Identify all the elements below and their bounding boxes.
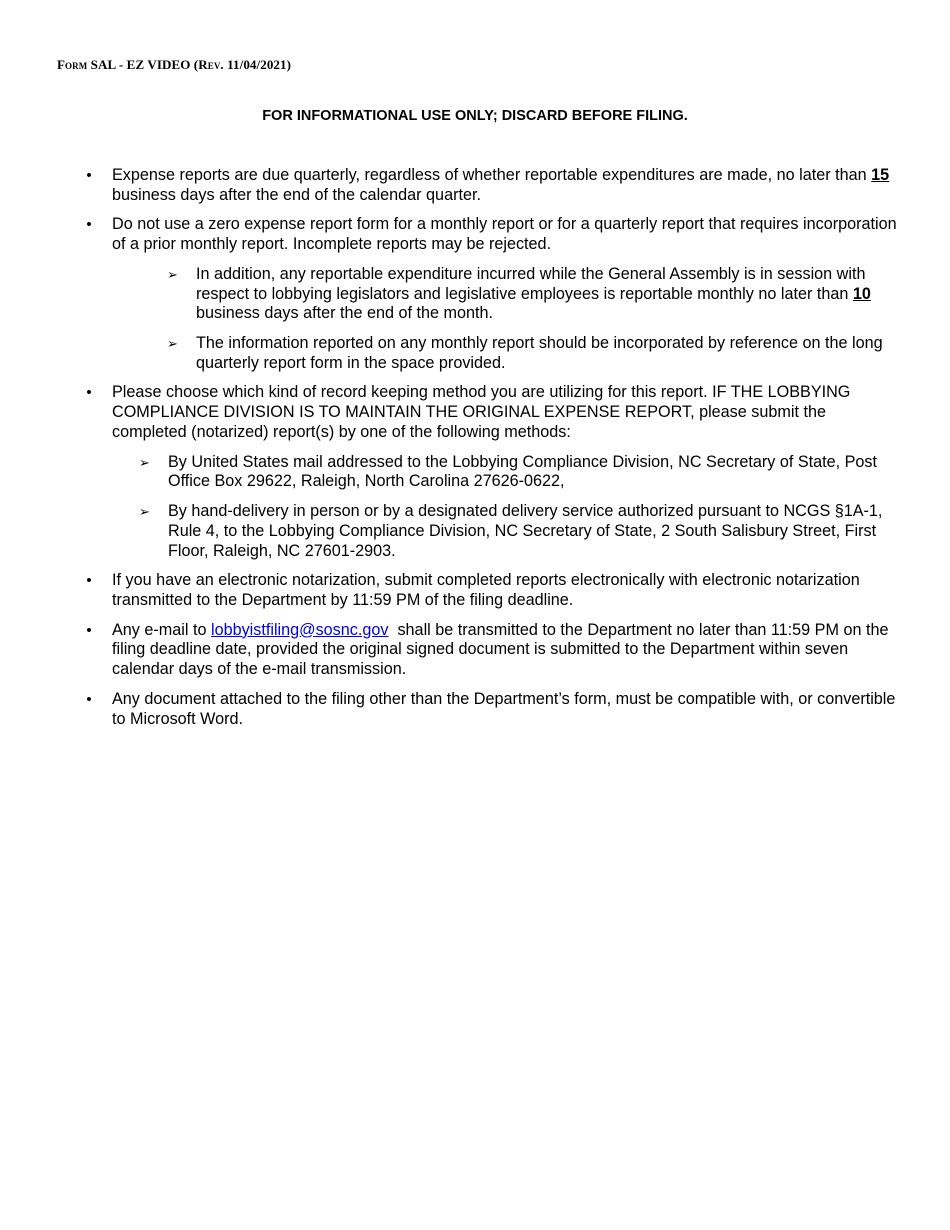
- email-link[interactable]: lobbyistfiling@sosnc.gov: [210, 620, 389, 639]
- sub-instruction-text: By United States mail addressed to the Lobbying Compliance Division, NC Secretary of State, Post Office Box 29622, Raleigh, North Carolina 27626-0622,: [168, 452, 878, 491]
- instruction-email: [82, 621, 897, 680]
- arrow-bullet-icon: ➢: [139, 503, 150, 519]
- sub-instruction-text: The information reported on any monthly report should be incorporated by reference on the long quarterly report form in the space provided.: [196, 333, 883, 372]
- instruction-text: Expense reports are due quarterly, regardless of whether reportable expenditures are made, no later than: [112, 166, 872, 184]
- instruction-text: Any e-mail to: [112, 620, 211, 639]
- bullet-icon: •: [86, 216, 92, 234]
- sub-instruction-text: In addition, any reportable expenditure incurred while the General Assembly is in session with respect to lobbying legislators and legislative employees is reportable monthly no later than: [196, 264, 866, 303]
- instruction-text: Do not use a zero expense report form for a monthly report or for a quarterly report that requires incorporation of a prior monthly report. Incomplete reports may be rejected.: [112, 215, 897, 254]
- monthly-days-count: 10: [852, 284, 871, 303]
- arrow-bullet-icon: ➢: [139, 454, 150, 470]
- instruction-text: Any document attached to the filing other than the Department’s form, must be compatible with, or convertible to Microsoft Word.: [112, 689, 896, 728]
- arrow-bullet-icon: ➢: [167, 266, 178, 282]
- instruction-zero-report: [82, 215, 897, 373]
- bullet-icon: •: [86, 384, 92, 402]
- quarterly-days-count: 15: [871, 166, 890, 184]
- bullet-icon: •: [86, 167, 92, 184]
- informational-notice: FOR INFORMATIONAL USE ONLY; DISCARD BEFORE FILING.: [262, 108, 688, 124]
- sub-instruction-session-monthly: [167, 265, 897, 324]
- sub-instruction-text: By hand-delivery in person or by a designated delivery service authorized pursuant to NCGS §1A-1, Rule 4, to the Lobbying Compliance Division, NC Secretary of State, 2 South Salisbury Street, First Floor, Raleigh, NC 27601-2903.: [168, 501, 883, 560]
- arrow-bullet-icon: ➢: [167, 335, 178, 351]
- instruction-record-keeping: [82, 383, 897, 561]
- instructions-list: [82, 166, 897, 739]
- instruction-text: If you have an electronic notarization, submit completed reports electronically with electronic notarization transmitted to the Department by 11:59 PM of the filing deadline.: [112, 571, 860, 609]
- instruction-electronic-notarization: [82, 571, 897, 611]
- sub-instruction-mail: [139, 453, 897, 493]
- form-identifier: Form SAL - EZ VIDEO (Rev. 11/04/2021): [57, 57, 292, 72]
- sub-instruction-text: business days after the end of the month.: [196, 304, 493, 323]
- instruction-document-format: [82, 690, 897, 730]
- instruction-text: shall be transmitted to the Department no later than 11:59 PM on the filing deadline date, provided the original signed document is submitted to the Department within seven calendar days of the e-mail transmission.: [112, 620, 893, 679]
- bullet-icon: •: [86, 621, 92, 639]
- sub-instruction-hand-delivery: [139, 502, 897, 561]
- bullet-icon: •: [86, 572, 92, 590]
- instruction-quarterly-due: [82, 166, 897, 206]
- bullet-icon: •: [86, 690, 92, 708]
- instruction-text: business days after the end of the calendar quarter.: [112, 185, 481, 204]
- sub-instruction-incorporate: [167, 334, 897, 374]
- instruction-text: Please choose which kind of record keeping method you are utilizing for this report. IF THE LOBBYING COMPLIANCE DIVISION IS TO MAINTAIN THE ORIGINAL EXPENSE REPORT, please submit the completed (notarized) report(s) by one of the following methods:: [112, 383, 851, 441]
